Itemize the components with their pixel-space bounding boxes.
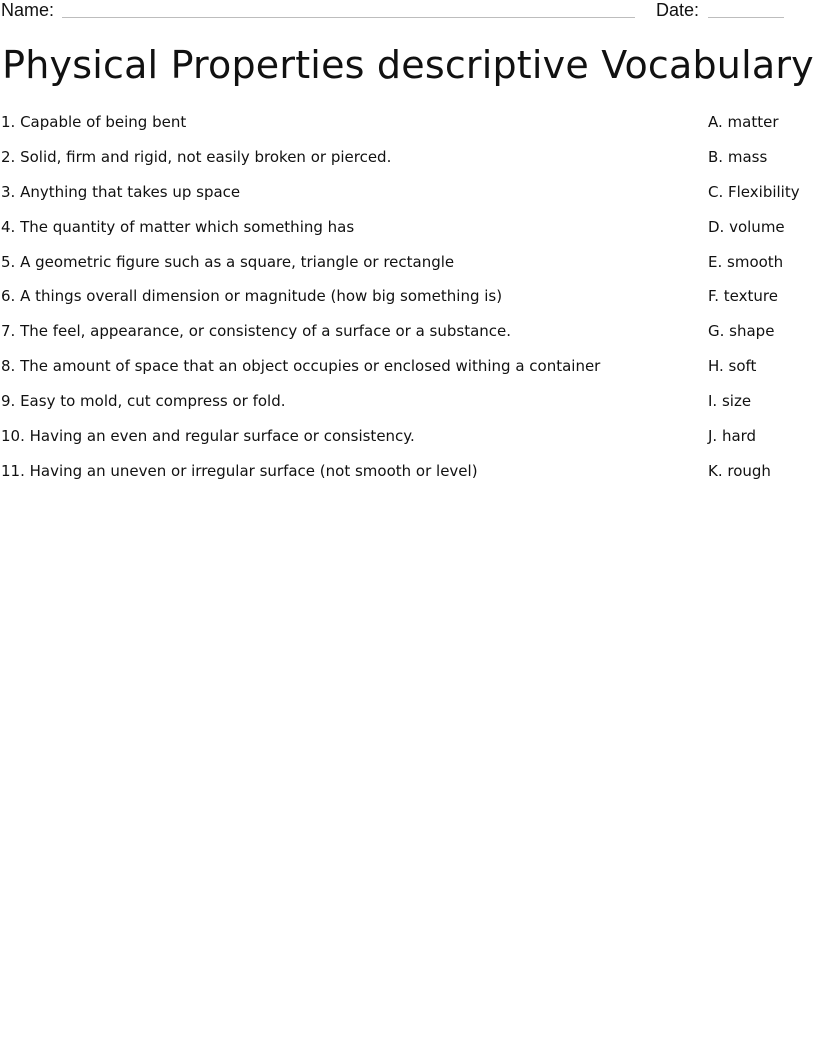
page-title: Physical Properties descriptive Vocabulary [2,43,814,87]
date-label: Date: [656,0,700,20]
matching-row [0,356,816,391]
matching-row [0,461,816,496]
answer-choice: I. size [708,392,752,411]
question-text: 10. Having an even and regular surface or consistency. [1,427,415,446]
date-field-line[interactable] [708,17,784,18]
worksheet-header [0,0,816,24]
question-text: 9. Easy to mold, cut compress or fold. [1,392,286,411]
answer-choice: B. mass [708,147,768,166]
answer-choice: C. Flexibility [708,182,800,201]
question-text: 7. The feel, appearance, or consistency of a surface or a substance. [1,322,512,341]
answer-choice: J. hard [708,427,757,446]
question-text: 5. A geometric figure such as a square, triangle or rectangle [1,252,455,271]
matching-row [0,217,816,252]
matching-row [0,112,816,147]
answer-choice: H. soft [708,357,757,376]
matching-row [0,252,816,287]
question-text: 4. The quantity of matter which something has [1,217,355,236]
question-text: 1. Capable of being bent [1,113,187,131]
name-label: Name: [1,0,55,20]
matching-row [0,182,816,217]
question-text: 11. Having an uneven or irregular surface (not smooth or level) [1,461,478,480]
answer-choice: G. shape [708,322,775,341]
matching-row [0,286,816,321]
answer-choice: F. texture [708,287,778,306]
answer-choice: D. volume [708,217,785,236]
answer-choice: K. rough [708,461,771,480]
answer-choice: A. matter [708,113,779,131]
name-field-line[interactable] [62,17,635,18]
matching-list [0,112,816,496]
matching-row [0,147,816,182]
question-text: 8. The amount of space that an object occupies or enclosed withing a container [1,357,601,376]
question-text: 3. Anything that takes up space [1,182,241,201]
question-text: 6. A things overall dimension or magnitude (how big something is) [1,287,503,306]
question-text: 2. Solid, firm and rigid, not easily broken or pierced. [1,147,392,166]
answer-choice: E. smooth [708,252,784,271]
matching-row [0,391,816,426]
matching-row [0,426,816,461]
matching-row [0,321,816,356]
